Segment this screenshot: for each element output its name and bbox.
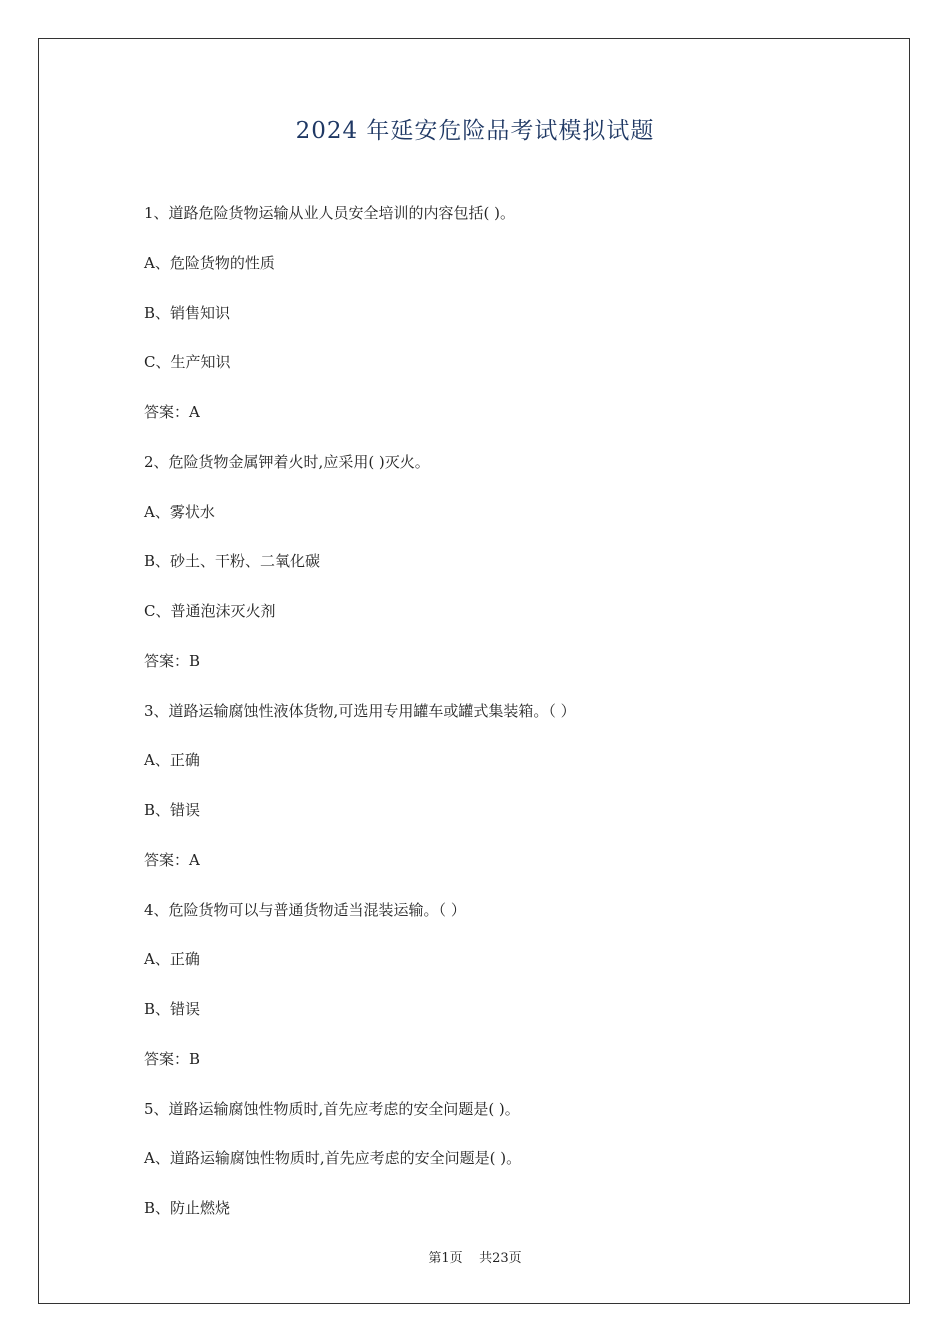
question-4-option-a: A、正确 [144, 950, 200, 969]
question-4-option-b: B、错误 [144, 1000, 201, 1018]
question-1-option-b: B、销售知识 [144, 303, 231, 322]
question-5-option-a: A、道路运输腐蚀性物质时,首先应考虑的安全问题是( )。 [144, 1149, 522, 1168]
question-2-answer: 答案：B [144, 651, 201, 670]
question-5-option-b: B、防止燃烧 [144, 1199, 231, 1217]
question-4-text: 4、危险货物可以与普通货物适当混装运输。（ ） [144, 900, 466, 919]
question-list [144, 200, 844, 1245]
question-3-text: 3、道路运输腐蚀性液体货物,可选用专用罐车或罐式集装箱。（ ） [144, 701, 576, 720]
question-2-option-a: A、雾状水 [144, 502, 215, 521]
question-3-answer: 答案：A [144, 850, 200, 869]
question-4-answer: 答案：B [144, 1049, 201, 1068]
page-number-footer: 第1页 共23页 [428, 1251, 522, 1266]
question-1-option-c: C、生产知识 [144, 353, 231, 372]
question-1-text: 1、道路危险货物运输从业人员安全培训的内容包括( )。 [144, 204, 516, 222]
question-3-option-b: B、错误 [144, 801, 201, 819]
question-1-answer: 答案：A [144, 403, 200, 421]
question-2-text: 2、危险货物金属钾着火时,应采用( )灭火。 [144, 452, 430, 471]
document-title: 2024 年延安危险品考试模拟试题 [295, 118, 655, 144]
question-5-text: 5、道路运输腐蚀性物质时,首先应考虑的安全问题是( )。 [144, 1099, 520, 1118]
question-2-option-c: C、普通泡沫灭火剂 [144, 602, 276, 620]
question-1-option-a: A、危险货物的性质 [144, 253, 275, 272]
question-3-option-a: A、正确 [144, 751, 200, 770]
question-2-option-b: B、砂土、干粉、二氧化碳 [144, 552, 321, 571]
